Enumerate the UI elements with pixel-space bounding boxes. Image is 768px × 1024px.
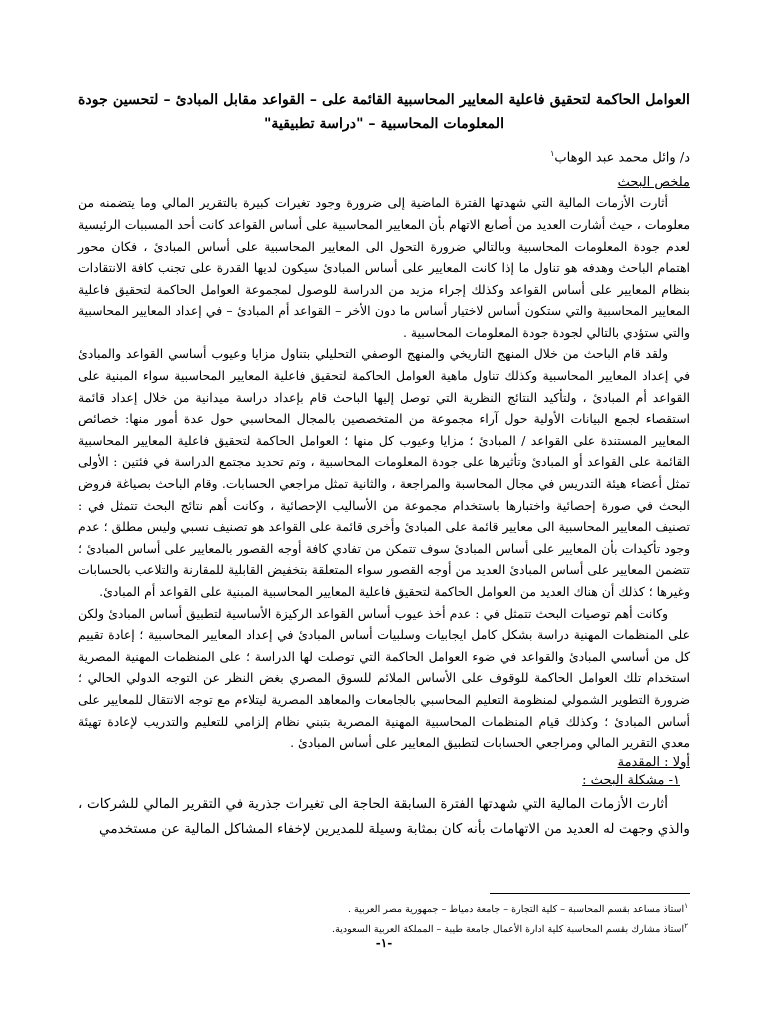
footnote-1	[78, 898, 688, 918]
footnote-1-text: استاذ مساعد بقسم المحاسبة – كلية التجارة – جامعة دمياط – جمهورية مصر العربية .	[347, 904, 685, 916]
footnote-1-mark: ١	[684, 902, 688, 910]
abstract-label: ملخص البحث	[617, 175, 690, 191]
abstract-paragraph-2: ولقد قام الباحث من خلال المنهج التاريخي والمنهج الوصفي التحليلي بتناول مزايا وعيوب أساسي القواعد والمبادئ في إعداد المعايير المحاسبية وكذلك تناول ماهية العوامل الحاكمة لتحقيق فاعلية المعايير المحاسبية سواء المبنية على القواعد أم المبادئ ، ولتأكيد النتائج النظرية التي توصل إليها الباحث قام بإعداد دراسة ميدانية من خلال إعداد قائمة استقصاء لجمع البيانات الأولية حول آراء مجموعة من المتخصصين بالمجال المحاسبي حول عدة أمور منها: خصائص المعايير المستندة على القواعد / المبادئ ؛ مزايا وعيوب كل منها ؛ العوامل الحاكمة لتحقيق فاعلية المعايير المحاسبية القائمة على القواعد أو المبادئ وتأثيرها على جودة المعلومات المحاسبية ، وتم تحديد مجتمع الدراسة في فئتين : الأولى تمثل أعضاء هيئة التدريس في مجال المحاسبة والمراجعة ، والثانية تمثل مراجعي الحسابات. وقام الباحث بصياغة فروض البحث في صورة إحصائية واختبارها باستخدام مجموعة من الأساليب الإحصائية ، وكانت أهم نتائج البحث تتمثل في : تصنيف المعايير المحاسبية الى معايير قائمة على المبادئ وأخرى قائمة على القواعد هو تصنيف نسبي وليس مطلق ؛ عدم وجود تأكيدات بأن المعايير على أساس المبادئ سوف تتمكن من تفادي كافة أوجه القصور بالمعايير على أساس المبادئ ؛ تتضمن المعايير على أساس المبادئ العديد من أوجه القصور سواء المتعلقة بتخفيض القابلية للمقارنة والتلاعب بالحسابات وغيرها ؛ كذلك أن هناك العديد من العوامل الحاكمة لتحقيق فاعلية المعايير المحاسبية المبنية على القواعد أم المبادئ.	[78, 346, 690, 600]
footnote-divider	[490, 893, 690, 894]
paper-page	[78, 88, 690, 842]
footnote-2-mark: ٢	[684, 922, 688, 931]
subsection-heading-problem: ١- مشكلة البحث :	[582, 772, 680, 788]
section-heading-introduction: أولا : المقدمة	[617, 754, 690, 770]
footnotes	[78, 898, 688, 938]
intro-paragraph: أثارت الأزمات المالية التي شهدتها الفترة السابقة الحاجة الى تغيرات جذرية في التقرير المالي للشركات ، والذي وجهت له العديد من الاتهامات بأنه كان بمثابة وسيلة للمديرين لإخفاء المشاكل المالية عن مستخدمي	[78, 795, 690, 837]
page-number: -١-	[375, 936, 393, 950]
paper-title: العوامل الحاكمة لتحقيق فاعلية المعايير المحاسبية القائمة على – القواعد مقابل المبادئ – لتحسين جودة المعلومات المحاسبية – "دراسة تطبيقية"	[78, 92, 690, 132]
author-line	[78, 144, 690, 168]
abstract-paragraph-3: وكانت أهم توصيات البحث تتمثل في : عدم أخذ عيوب أساس القواعد الركيزة الأساسية لتطبيق أساس المبادئ ولكن على المنظمات المهنية دراسة بشكل كامل ايجابيات وسلبيات أساس المبادئ في إعداد المعايير المحاسبية ؛ إعادة تقييم كل من أساسي المبادئ والقواعد في ضوء العوامل الحاكمة التي توصلت لها الدراسة ؛ على المنظمات المهنية المصرية استخدام تلك العوامل الحاكمة للوقوف على الأساس الملائم للسوق المصري بغض النظر عن التوجه الدولي الحالي ؛ ضرورة التطوير الشمولي لمنظومة التعليم المحاسبي بالجامعات والمعاهد المصرية ليتلاءم مع توجه الانتقال للمعايير على أساس المبادئ ؛ وكذلك قيام المنظمات المحاسبية المهنية المصرية بتبني نظام إلزامي للتعليم والتدريب لإعادة تهيئة معدي التقرير المالي ومراجعي الحسابات لتطبيق المعايير على أساس المبادئ .	[78, 605, 690, 751]
author-footnote-mark: ١	[550, 149, 555, 158]
author-name: د/ وائل محمد عبد الوهاب	[554, 150, 690, 166]
abstract-paragraph-1: أثارت الأزمات المالية التي شهدتها الفترة الماضية إلى ضرورة وجود تغيرات كبيرة بالتقرير المالي وما يتضمنه من معلومات ، حيث أشارت العديد من أصابع الاتهام بأن المعايير المحاسبية على أساس القواعد كانت أحد المسببات الرئيسية لعدم جودة المعلومات المحاسبية وبالتالي ضرورة التحول الى المعايير المحاسبية على أساس المبادئ ، فكان محور اهتمام الباحث وهدفه هو تناول ما إذا كانت المعايير على أساس المبادئ سيكون لديها القدرة على تجنب كافة الانتقادات بنظام المعايير على أساس القواعد وكذلك إجراء مزيد من الدراسة للوصول لمجموعة العوامل الحاكمة لتحقيق فاعلية المعايير المحاسبية والتي ستكون أساس لاختيار أساس ما دون الأخر – القواعد أم المبادئ – في إعداد المعايير المحاسبية والتي ستؤدي بالتالي لجودة جودة المعلومات المحاسبية .	[78, 195, 690, 340]
footnote-2-text: استاذ مشارك بقسم المحاسبة كلية ادارة الأعمال جامعة طيبة – المملكة العربية السعودية.	[332, 924, 685, 936]
